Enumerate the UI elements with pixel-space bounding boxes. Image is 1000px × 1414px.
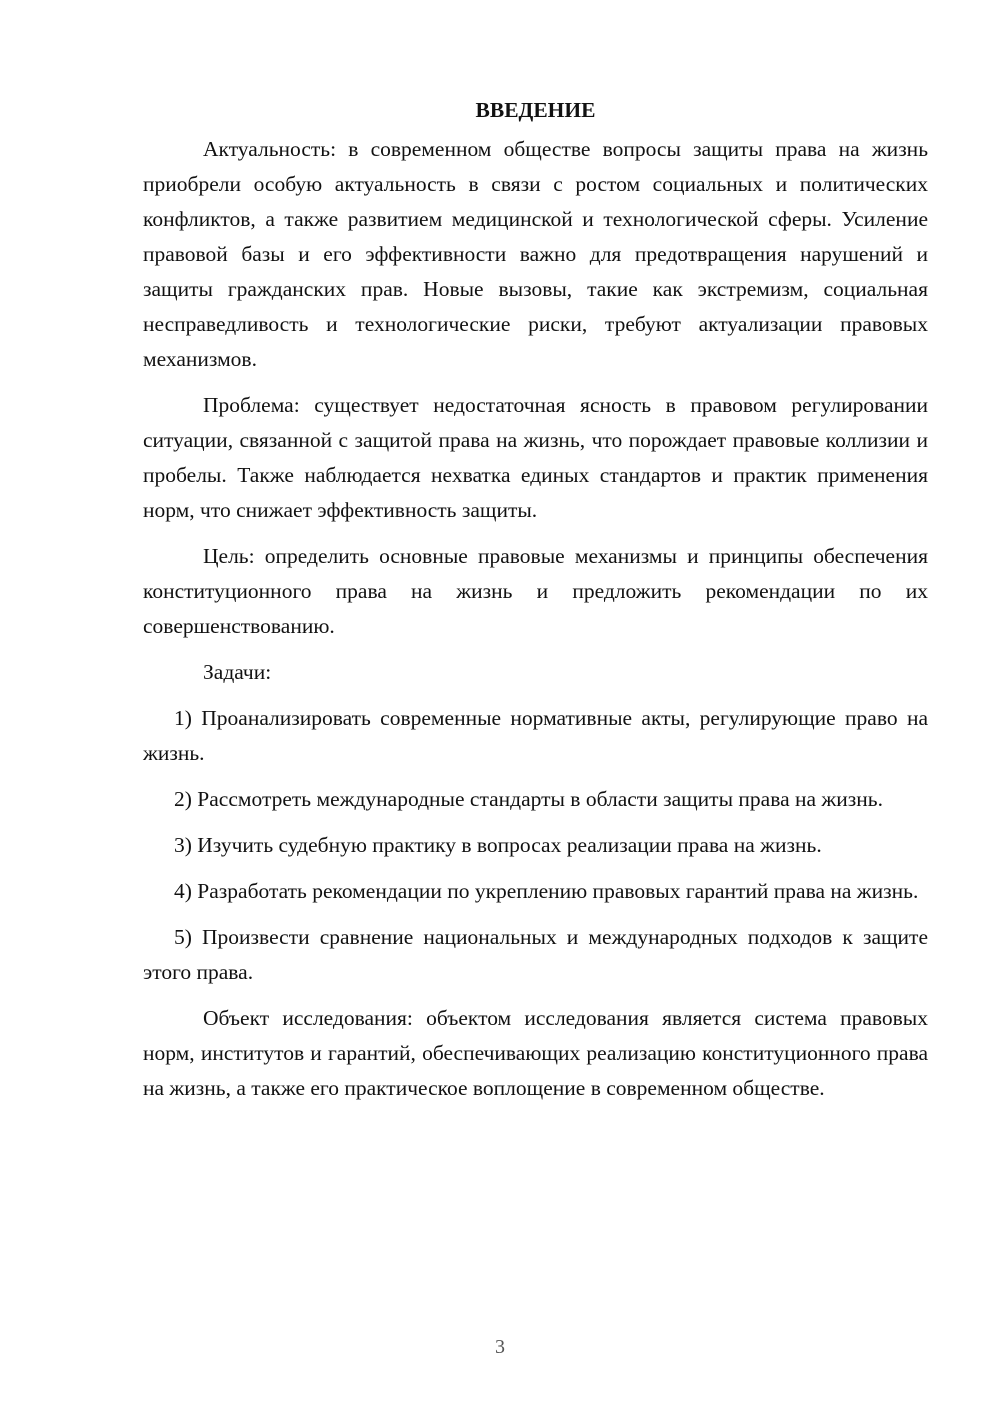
- page-number: 3: [495, 1336, 505, 1358]
- paragraph-problem: Проблема: существует недостаточная ясность в правовом регулировании ситуации, связанной с защитой права на жизнь, что порождает правовые коллизии и пробелы. Также наблюдается нехватка единых стандартов и практик применения норм, что снижает эффективность защиты.: [143, 393, 928, 522]
- page-content: [143, 96, 928, 1106]
- list-item: 2) Рассмотреть международные стандарты в области защиты права на жизнь.: [174, 787, 883, 811]
- list-item: 1) Проанализировать современные нормативные акты, регулирующие право на жизнь.: [143, 706, 928, 765]
- paragraph-relevance: Актуальность: в современном обществе вопросы защиты права на жизнь приобрели особую актуальность в связи с ростом социальных и политических конфликтов, а также развитием медицинской и технологической сферы. Усиление правовой базы и его эффективности важно для предотвращения нарушений и защиты гражданских прав. Новые вызовы, такие как экстремизм, социальная несправедливость и технологические риски, требуют актуализации правовых механизмов.: [143, 137, 928, 371]
- list-item: 3) Изучить судебную практику в вопросах реализации права на жизнь.: [174, 833, 822, 857]
- list-item: 5) Произвести сравнение национальных и международных подходов к защите этого права.: [143, 925, 928, 984]
- paragraph-goal: Цель: определить основные правовые механизмы и принципы обеспечения конституционного права на жизнь и предложить рекомендации по их совершенствованию.: [143, 544, 928, 638]
- tasks-list: [143, 701, 928, 990]
- list-item: 4) Разработать рекомендации по укреплению правовых гарантий права на жизнь.: [174, 879, 919, 903]
- page-title: ВВЕДЕНИЕ: [475, 98, 596, 122]
- tasks-label: Задачи:: [203, 660, 272, 684]
- paragraph-object: Объект исследования: объектом исследования является система правовых норм, институтов и гарантий, обеспечивающих реализацию конституционного права на жизнь, а также его практическое воплощение в современном обществе.: [143, 1006, 928, 1100]
